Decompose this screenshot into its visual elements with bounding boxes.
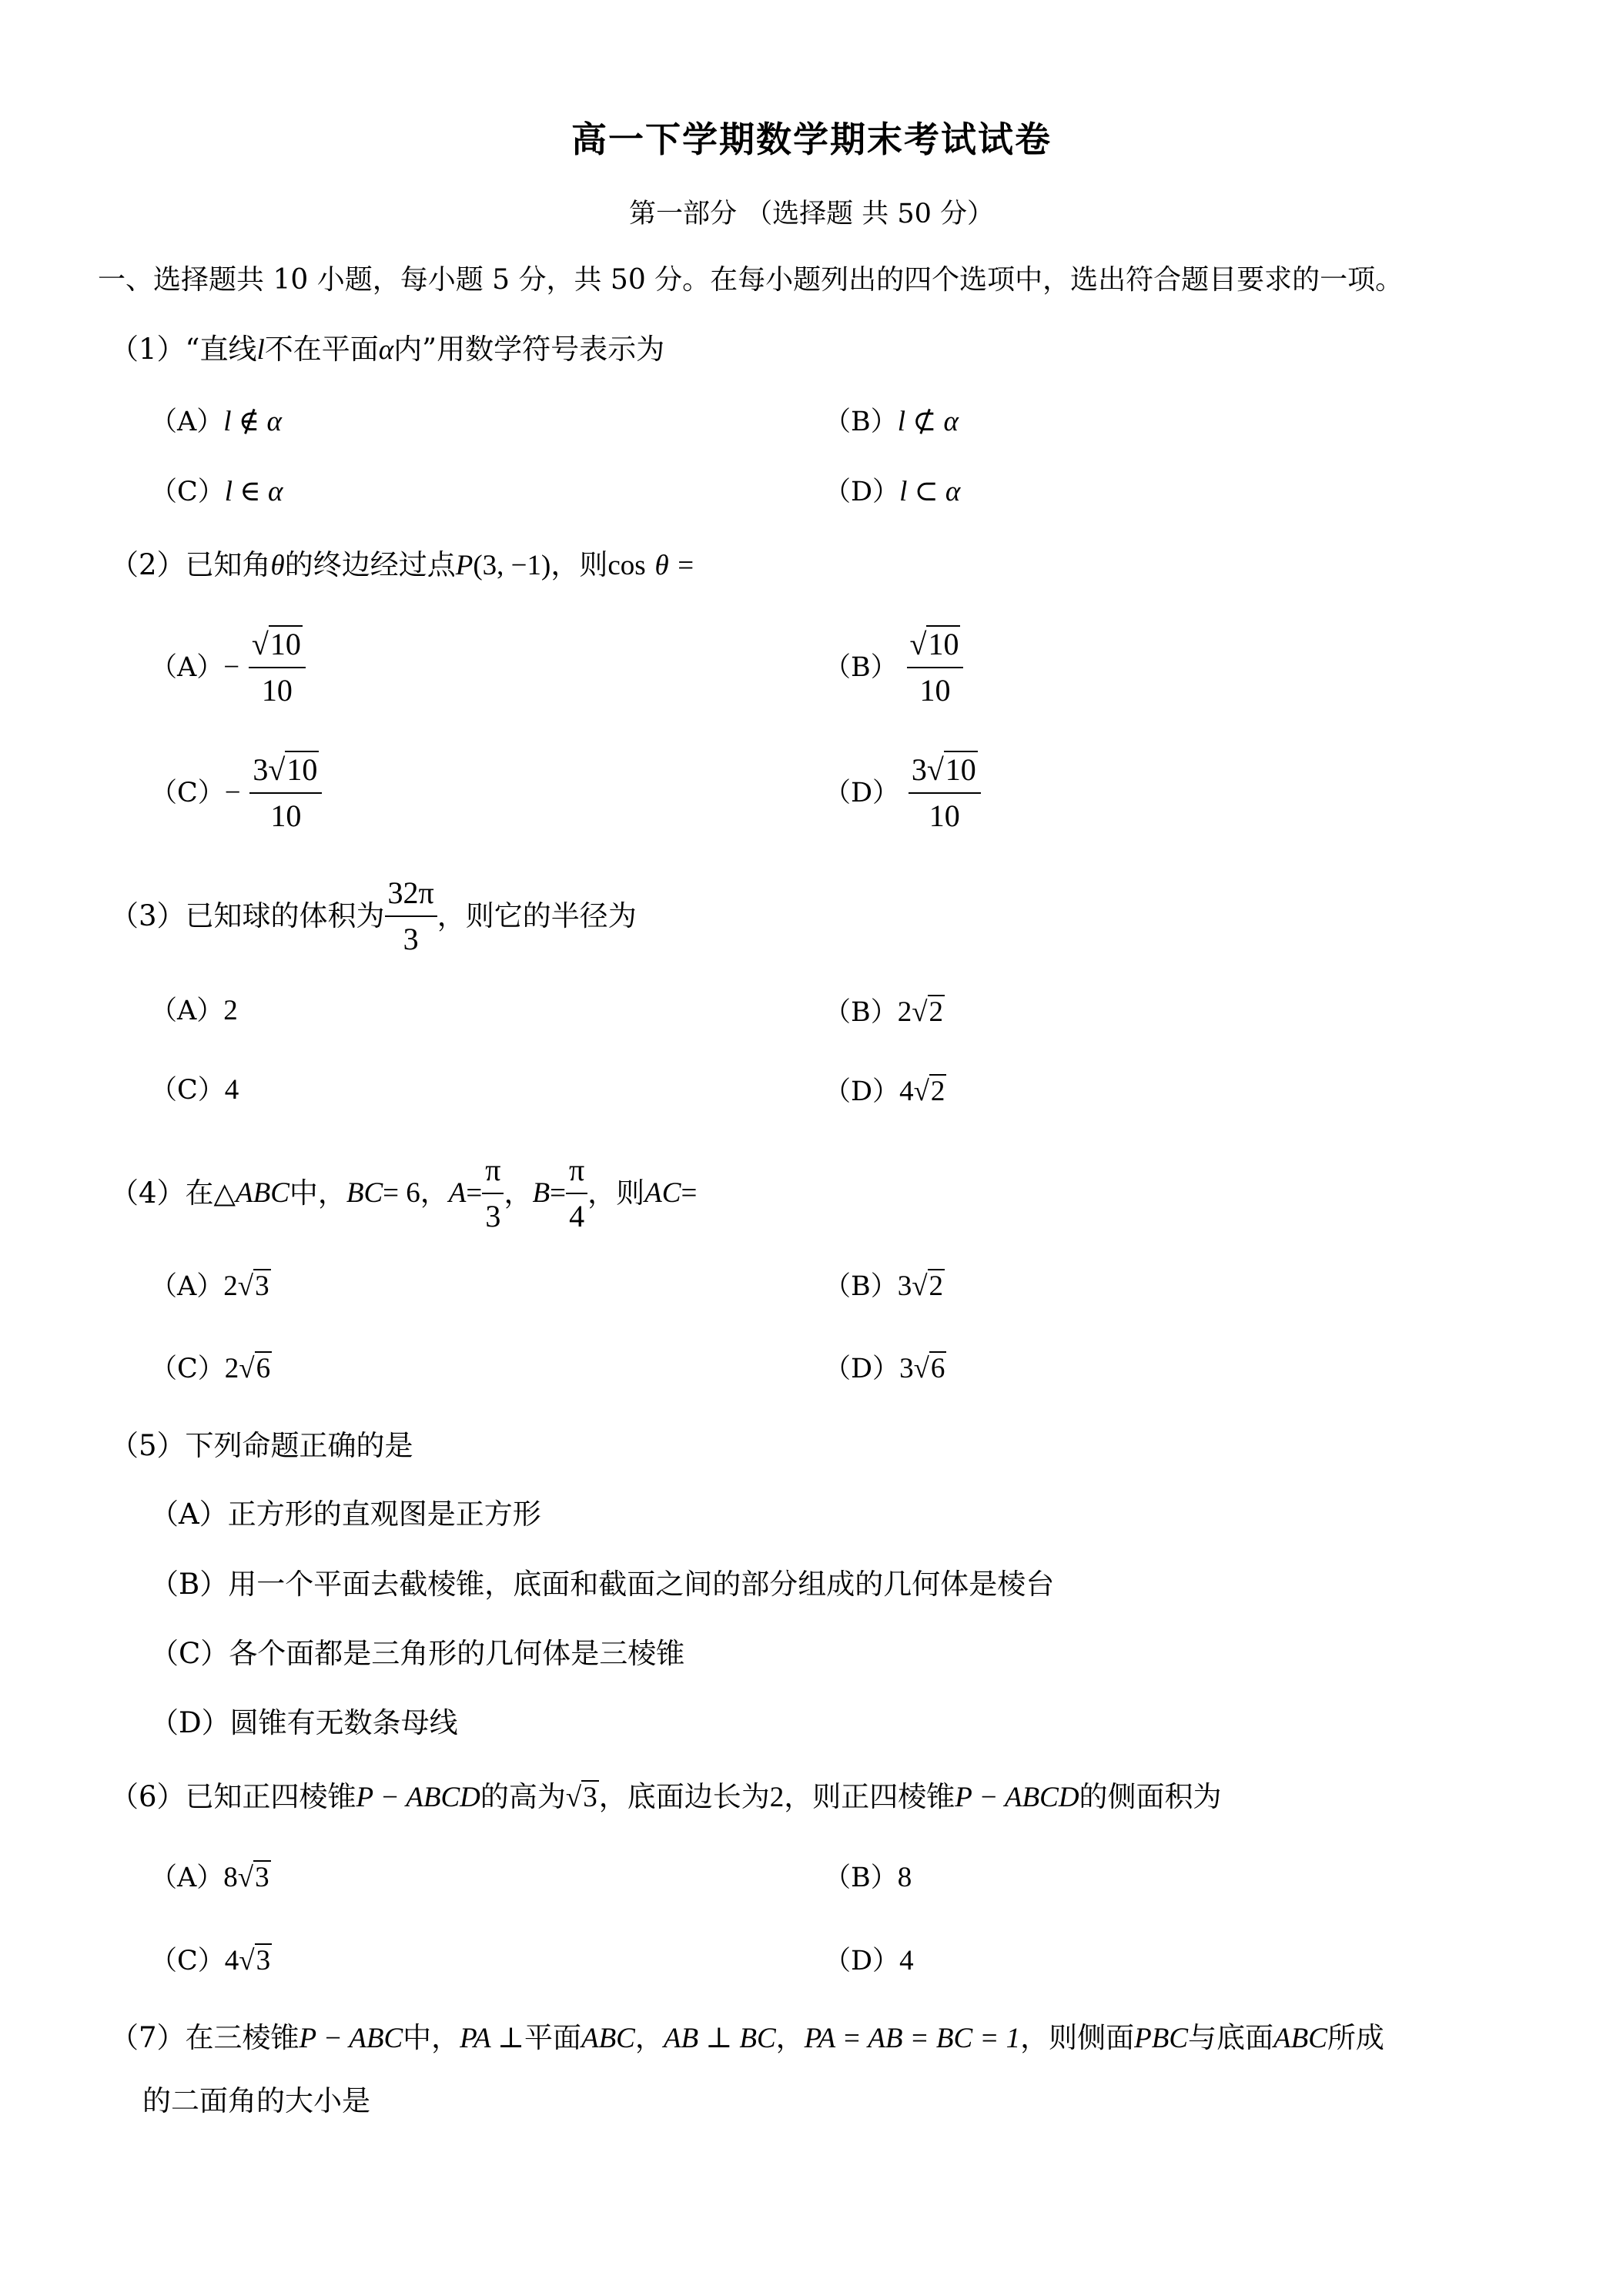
question-5-option-c[interactable]: （C）各个面都是三角形的几何体是三棱锥 bbox=[150, 1637, 685, 1670]
question-1-option-a[interactable]: （A）l ∉ α bbox=[150, 406, 282, 437]
question-5-stem: （5）下列命题正确的是 bbox=[110, 1429, 413, 1462]
question-6-option-a[interactable]: （A）8√3 bbox=[150, 1862, 269, 1893]
question-2-option-b[interactable]: （B） $\frac{√10}{10}$ bbox=[824, 625, 963, 710]
question-6-stem: （6）已知正四棱锥P − ABCD的高为√3，底面边长为2，则正四棱锥P − ABCD的侧面积为 bbox=[110, 1780, 1222, 1813]
question-5-option-a[interactable]: （A）正方形的直观图是正方形 bbox=[150, 1498, 541, 1531]
question-5-option-d[interactable]: （D）圆锥有无数条母线 bbox=[150, 1706, 458, 1739]
question-4-option-b[interactable]: （B）3√2 bbox=[824, 1270, 944, 1302]
question-7-stem-line-2: 的二面角的大小是 bbox=[142, 2084, 370, 2117]
question-1-option-c[interactable]: （C）l ∈ α bbox=[150, 476, 283, 507]
section-intro: 一、选择题共 10 小题，每小题 5 分，共 50 分。在每小题列出的四个选项中，选出符合题目要求的一项。 bbox=[98, 264, 1404, 296]
question-1-option-b[interactable]: （B）l ⊄ α bbox=[824, 406, 959, 437]
question-1-stem: （1）“直线l不在平面α内”用数学符号表示为 bbox=[110, 333, 665, 366]
question-6-option-c[interactable]: （C）4√3 bbox=[150, 1945, 271, 1976]
question-2-option-a[interactable]: （A）− $\frac{√10}{10}$ bbox=[150, 625, 306, 710]
question-7-stem-line-1: （7）在三棱锥P − ABC中，PA ⊥平面ABC，AB ⊥ BC，PA = AB = BC = 1，则侧面PBC与底面ABC所成 bbox=[110, 2021, 1384, 2054]
question-4-option-d[interactable]: （D）3√6 bbox=[824, 1353, 945, 1384]
question-1-option-d[interactable]: （D）l ⊂ α bbox=[824, 476, 961, 507]
question-3-option-c[interactable]: （C）4 bbox=[150, 1074, 239, 1106]
question-2-option-c[interactable]: （C）− $\frac{3√10}{10}$ bbox=[150, 751, 322, 835]
question-6-option-d[interactable]: （D）4 bbox=[824, 1945, 914, 1976]
question-3-option-d[interactable]: （D）4√2 bbox=[824, 1076, 945, 1107]
question-4-stem: （4）在△ABC中，BC= 6，A= $\frac{\pi}{3}$ ，B= $\frac{\pi}{4}$ ，则AC= bbox=[110, 1153, 698, 1233]
question-2-option-d[interactable]: （D） $\frac{3√10}{10}$ bbox=[824, 751, 981, 835]
question-4-option-a[interactable]: （A）2√3 bbox=[150, 1270, 269, 1302]
question-4-option-c[interactable]: （C）2√6 bbox=[150, 1353, 271, 1384]
page-title: 高一下学期数学期末考试试卷 bbox=[571, 119, 1052, 160]
question-3-option-b[interactable]: （B）2√2 bbox=[824, 996, 944, 1028]
question-2-stem: （2）已知角θ的终边经过点P(3, −1)，则cos θ = bbox=[110, 548, 695, 581]
question-6-option-b[interactable]: （B）8 bbox=[824, 1862, 912, 1893]
question-3-option-a[interactable]: （A）2 bbox=[150, 995, 238, 1026]
part-heading: 第一部分 （选择题 共 50 分） bbox=[628, 199, 995, 229]
question-5-option-b[interactable]: （B）用一个平面去截棱锥，底面和截面之间的部分组成的几何体是棱台 bbox=[150, 1568, 1055, 1601]
question-3-stem: （3）已知球的体积为 $\frac{32\pi}{3}$ ，则它的半径为 bbox=[110, 875, 637, 956]
